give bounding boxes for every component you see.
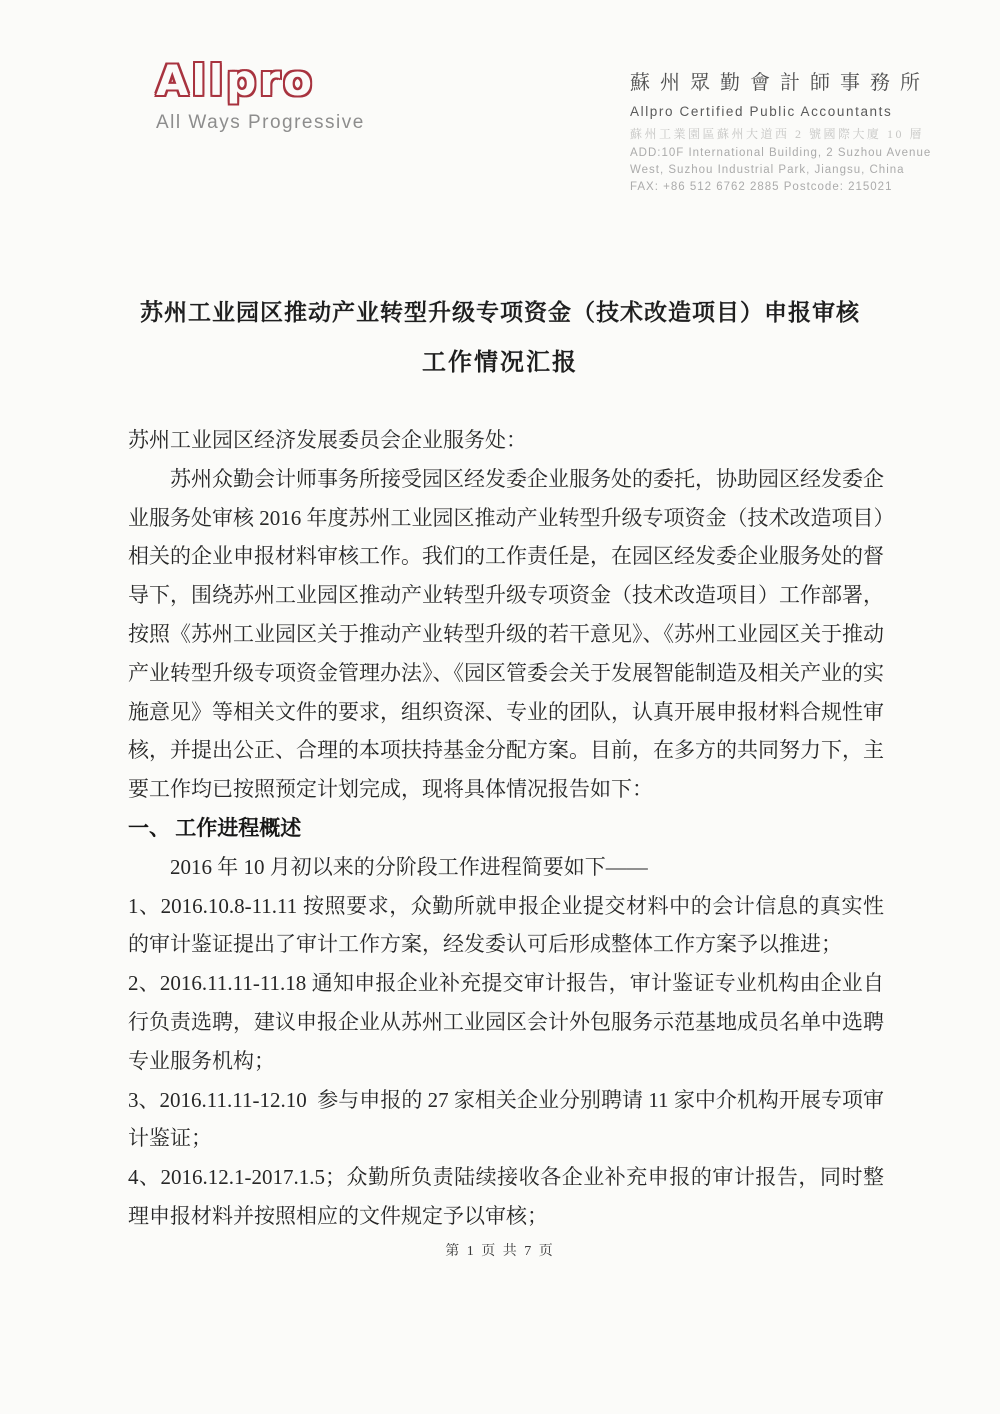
progress-item-2: 2、2016.11.11-11.18 通知申报企业补充提交审计报告，审计鉴证专业机构由企业自行负责选聘，建议申报企业从苏州工业园区会计外包服务示范基地成员名单中选聘专业服务机构； <box>128 971 884 1073</box>
firm-name-english: Allpro Certified Public Accountants <box>630 104 893 119</box>
firm-address-chinese: 蘇州工業園區蘇州大道西 2 號國際大廈 10 層 <box>630 127 925 141</box>
document-body <box>128 421 884 1236</box>
salutation-line: 苏州工业园区经济发展委员会企业服务处： <box>128 428 527 452</box>
progress-item-1: 1、2016.10.8-11.11 按照要求，众勤所就申报企业提交材料中的会计信息的真实性的审计鉴证提出了审计工作方案，经发委认可后形成整体工作方案予以推进； <box>128 893 884 957</box>
firm-address-english-line1: ADD:10F International Building, 2 Suzhou Avenue <box>630 147 932 159</box>
progress-lead-in-paragraph: 2016 年 10 月初以来的分阶段工作进程简要如下—— <box>170 854 648 879</box>
firm-address-english-line2: West, Suzhou Industrial Park, Jiangsu, China <box>630 164 905 176</box>
document-title-line2: 工作情况汇报 <box>422 350 578 376</box>
document-title <box>0 296 1000 380</box>
progress-item-3: 3、2016.11.11-12.10 参与申报的 27 家相关企业分别聘请 11 家中介机构开展专项审计鉴证； <box>128 1087 884 1151</box>
intro-paragraph: 苏州众勤会计师事务所接受园区经发委企业服务处的委托，协助园区经发委企业服务处审核 2016 年度苏州工业园区推动产业转型升级专项资金（技术改造项目）相关的企业申报材料审核工作。我们的工作责任是，在园区经发委企业服务处的督导下，围绕苏州工业园区推动产业转型升级专项资金（技术改造项目）工作部署，按照《苏州工业园区关于推动产业转型升级的若干意见》、《苏州工业园区关于推动产业转型升级专项资金管理办法》、《园区管委会关于发展智能制造及相关产业的实施意见》等相关文件的要求，组织资深、专业的团队，认真开展申报材料合规性审核，并提出公正、合理的本项扶持基金分配方案。目前，在多方的共同努力下，主要工作均已按照预定计划完成，现将具体情况报告如下： <box>128 466 884 802</box>
section-heading-work-progress: 一、 工作进程概述 <box>128 815 302 840</box>
document-title-line1: 苏州工业园区推动产业转型升级专项资金（技术改造项目）申报审核 <box>140 300 860 325</box>
firm-fax-postcode: FAX: +86 512 6762 2885 Postcode: 215021 <box>630 181 893 193</box>
firm-name-chinese: 蘇州眾勤會計師事務所 <box>630 72 930 94</box>
letterhead-firm-block <box>630 66 945 193</box>
page-number: 第 1 页 共 7 页 <box>445 1244 555 1259</box>
progress-item-4: 4、2016.12.1-2017.1.5；众勤所负责陆续接收各企业补充申报的审计报告，同时整理申报材料并按照相应的文件规定予以审核； <box>128 1165 884 1228</box>
logo-tagline: All Ways Progressive <box>156 112 365 133</box>
allpro-logo: Allpro <box>156 56 315 105</box>
letterhead-logo-block <box>156 58 365 134</box>
